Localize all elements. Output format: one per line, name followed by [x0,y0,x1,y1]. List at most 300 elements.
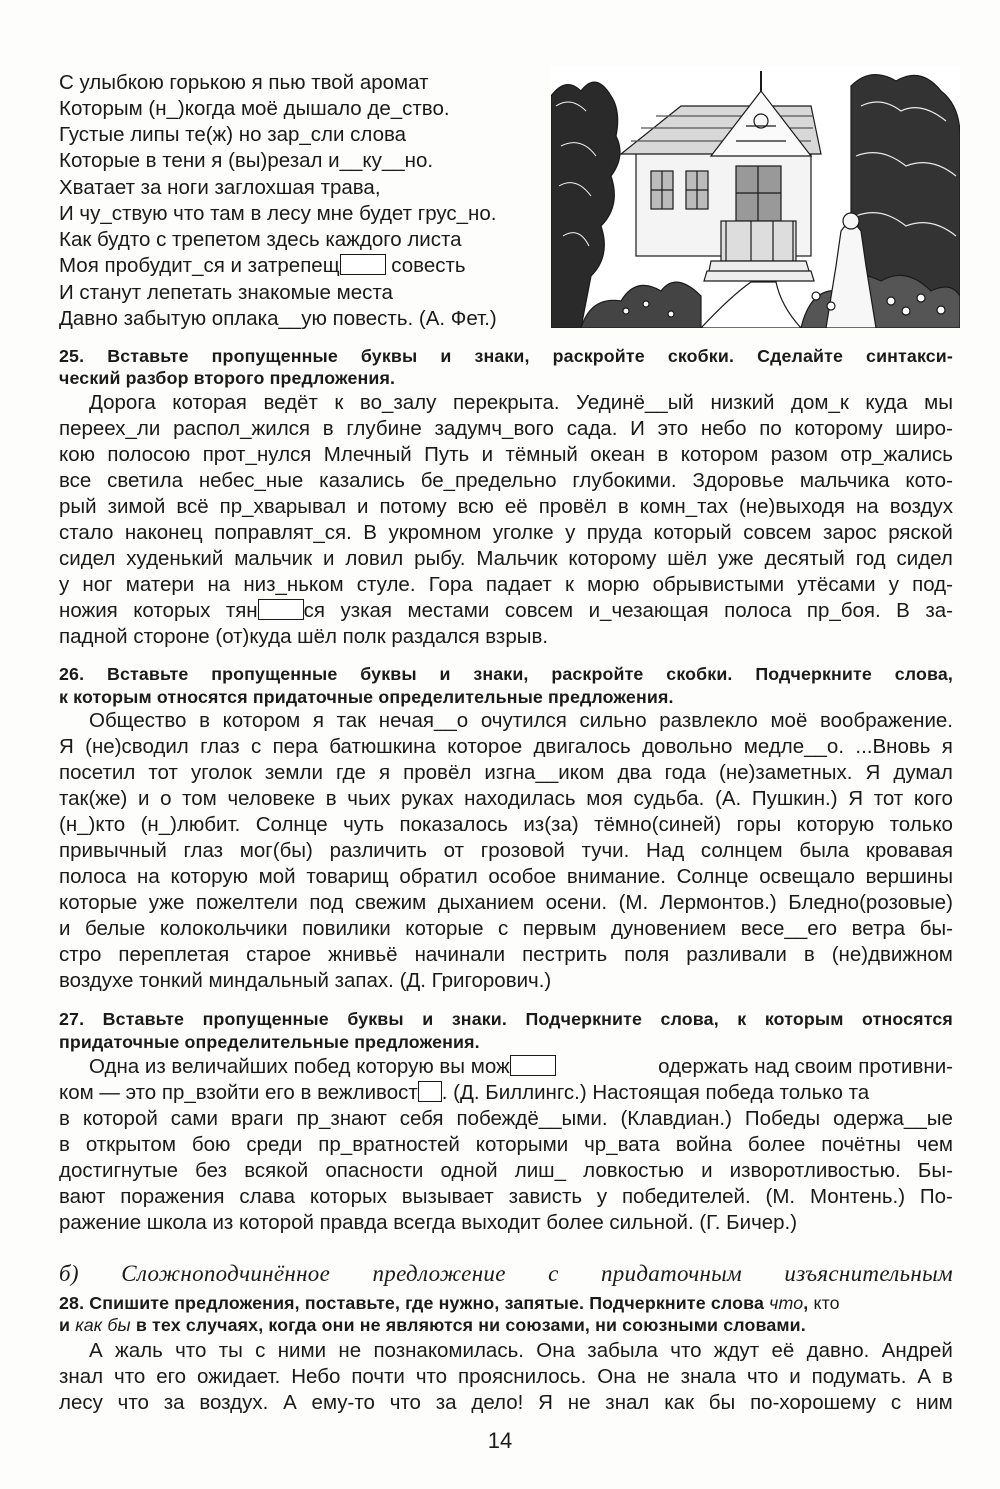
exercise-title: и как бы в тех случаях, когда они не являются ни союзами, ни союзными словами. [59,1315,806,1335]
word: так [336,709,367,732]
word: глубине [346,417,422,440]
word: ножия [59,599,118,622]
word: показалось [399,813,508,836]
word: А [89,1339,103,1362]
word: Одна из величайших побед которую вы мож [89,1054,556,1080]
word: медле__о. [743,735,845,758]
word: солнцем [700,839,783,862]
word: чьих [347,787,391,810]
word: кото- [905,469,953,492]
word: Солнце [676,865,749,888]
word: Она [536,1339,575,1362]
word: вызывает [401,1185,494,1208]
text-line [59,890,953,916]
word: Бы- [917,1159,953,1182]
word: её [504,495,528,518]
word: находилась [464,787,576,810]
word: всякой [244,1159,309,1182]
word: пожелтели [195,891,298,914]
word: падает [485,573,552,596]
word: и_чезающая [588,599,709,622]
word: белые [84,917,146,940]
word: Андрей [881,1339,953,1362]
word: более [747,1133,806,1156]
word: Путь [424,443,470,466]
word: почётны [821,1133,901,1156]
word: моя [586,787,623,810]
word: ловкостью [583,1159,684,1182]
word: думал [893,761,953,784]
exercise-title: к которым относятся придаточные определительные предложения. [59,687,674,707]
word: (Клавдиан.) [620,1107,732,1130]
word: не [338,1339,362,1362]
poem-line: И станут лепетать знакомые места [59,281,393,304]
word: на [137,865,160,888]
word: в [59,1133,70,1156]
text-line [59,468,953,494]
poem-line: Как будто с трепетом здесь каждого листа [59,228,462,251]
text-line [89,390,953,416]
word: (не)выходя [738,495,845,518]
text-line [59,572,953,598]
word: Над [646,839,685,862]
word: без [195,1159,228,1182]
word: в [942,1365,953,1388]
word: победителей. [621,1185,751,1208]
word: стало [59,521,114,544]
word: воздух. [199,1391,269,1414]
word: жнивьё [328,943,398,966]
word: Солнце [255,813,328,836]
word: что [670,1339,702,1362]
word: В [896,599,910,622]
word: весе__его [740,917,838,940]
word: ...Вновь [855,735,931,758]
word: Общество [89,709,187,732]
word: тян ся [225,599,325,622]
word: ними [277,1339,327,1362]
word: человеке [227,787,316,810]
word: (н_)кто [59,813,126,836]
word: сами [170,1107,218,1130]
word: рый [59,495,97,518]
word: у [59,573,70,596]
word: лесу [59,1391,103,1414]
word: А [917,1365,932,1388]
word: не [646,1365,670,1388]
answer-box[interactable] [418,1081,442,1102]
word: Мальчик [476,547,558,570]
text-line [59,1132,953,1158]
word: опасности [325,1159,424,1182]
word: мальчика [799,469,890,492]
word: зарос [822,521,877,544]
word: прот_нулся [202,443,312,466]
text-line [59,598,953,624]
poem-line: С улыбкою горькою я пью твой аромат [59,71,429,94]
word: в [617,495,629,518]
word: ряской [888,521,953,544]
text-line [59,1158,953,1184]
text-line [59,1364,953,1390]
word: к [737,1009,747,1029]
word: придаточным [600,1261,743,1286]
word: бы- [919,917,953,940]
word: открытом [85,1133,176,1156]
text-line: падной стороне (от)куда шёл полк раздался взрыв. [59,625,549,648]
word: ты [218,1339,243,1362]
word: Я [865,761,881,784]
word: дыханием [437,891,535,914]
word: мог(бы) [239,839,313,862]
word: бою [191,1133,231,1156]
word: двигалось [533,735,631,758]
word: провёл [538,495,607,518]
word: воображение. [820,709,953,732]
word: что [747,1365,779,1388]
poem-line: Густые липы те(ж) но зар_сли слова [59,123,407,146]
word: так(же) [59,787,128,810]
text-line [59,812,953,838]
word: лиш_ [514,1159,566,1182]
word: Сделайте [757,346,844,366]
word: я [378,761,391,784]
word: пропущенные [211,664,338,684]
word: свежим [354,891,427,914]
word: который [653,521,732,544]
word: зависть [508,1185,583,1208]
word: ловил [345,547,404,570]
word: чем [916,1133,953,1156]
word: и [137,787,150,810]
answer-box[interactable] [258,599,304,620]
word: буквы [360,664,417,684]
word: развлекло [659,709,758,732]
word: ведёт [263,391,318,414]
word: наконец [124,521,203,544]
word: стуле. [356,573,416,596]
word: переплетая [118,943,230,966]
word: светила [107,469,183,492]
word: Я [538,1391,553,1414]
word: матери [125,573,195,596]
word: была [799,839,850,862]
word: осени. [545,891,608,914]
word: тёмный [505,443,578,466]
word: с [890,1391,902,1414]
word: внимание. [566,865,666,888]
word: По- [919,1185,953,1208]
word: которая [172,391,247,414]
word: (не)заметных. [719,761,853,784]
text-line [59,494,953,520]
word: совсем [504,599,574,622]
word: котором [222,709,301,732]
word: местами [407,599,490,622]
answer-box[interactable] [340,254,386,275]
word: морю [587,573,640,596]
word: за [163,1391,185,1414]
text-line [59,1390,953,1416]
word: и [789,1365,801,1388]
text-line [59,916,953,942]
word: подумать. [811,1365,907,1388]
word: котором [680,443,759,466]
word: уже [148,891,185,914]
word: это [657,417,689,440]
word: сидел [59,547,116,570]
word: нечая__о [378,709,469,732]
word: познакомилась. [373,1339,524,1362]
page-number: 14 [487,1428,513,1453]
word: глубокими. [572,469,677,492]
text-line [59,734,953,760]
word: себя [399,1107,444,1130]
word: ног [82,573,113,596]
word: худенький [126,547,224,570]
word: Вставьте [107,346,189,366]
word: батюшкина [329,735,436,758]
word: и [422,1009,434,1029]
word: первым [522,917,597,940]
word: б) [59,1261,79,1286]
word: обратил [399,865,478,888]
word: в [325,787,337,810]
text-line [59,546,953,572]
word: знал [605,1391,650,1414]
word: переех_ли [59,417,161,440]
word: жаль [115,1339,163,1362]
word: которых [309,1185,387,1208]
word: утёсами [797,573,876,596]
word: Подчеркните [755,664,872,684]
word: освещало [759,865,855,888]
text-line: воздухе тонкий миндальный запах. (Д. Григорович.) [59,969,552,992]
word: на [855,495,879,518]
word: судьба. [633,787,705,810]
word: знаки, [473,664,529,684]
word: Я [848,787,864,810]
word: дело! [471,1391,524,1414]
word: Бледно(розовые) [788,891,953,914]
word: что [114,1365,146,1388]
text-line [59,864,953,890]
word: отр_жались [840,443,953,466]
manor-house-garden-illustration [551,66,960,328]
text-line [59,838,953,864]
word: куда [865,391,908,414]
answer-box[interactable] [510,1055,556,1076]
word: колокольчики [159,917,288,940]
text-line [59,942,953,968]
word: почти [351,1365,405,1388]
word: горы [736,813,782,836]
word: от [443,839,465,862]
word: тучи. [581,839,630,862]
word: не [567,1391,591,1414]
word: которыми [475,1133,569,1156]
word: тот [873,787,904,810]
word: и [322,547,335,570]
word: различить [329,839,427,862]
word: одержать над своим противни- [658,1055,953,1078]
word: Пушкин.) [751,787,838,810]
text-line [59,786,953,812]
word: знал [59,1365,104,1388]
exercise-title: придаточные определительные предложения. [59,1032,480,1052]
word: враги [230,1107,284,1130]
word: (А. [715,787,742,810]
word: и [59,917,71,940]
word: которую [170,865,248,888]
word: у [565,521,576,544]
word: рыбу. [414,547,466,570]
word: зимой [107,495,166,518]
text-line [89,1054,953,1080]
word: предложение [372,1261,506,1286]
word: грозовой [480,839,565,862]
word: и [357,495,369,518]
word: моё [770,709,808,732]
word: на [207,573,231,596]
word: которому [568,547,657,570]
word: Сложноподчинённое [121,1261,331,1286]
word: дуновением [610,917,727,940]
word: прояснилось. [458,1365,587,1388]
word: глаз [183,839,224,862]
word: посетил [59,761,136,784]
text-line [89,1338,953,1364]
word: ветра [851,917,906,940]
word: особое [488,865,557,888]
word: которое [447,735,523,758]
word: вершины [865,865,953,888]
word: все [59,469,92,492]
word: пера [272,735,318,758]
word: с [255,1339,266,1362]
word: буквы [360,346,418,366]
word: с [548,1261,559,1286]
word: потому [379,495,447,518]
text-line [59,1106,953,1132]
word: мальчик [234,547,313,570]
word: Монтень.) [809,1185,906,1208]
word: под [309,891,344,914]
word: Подчеркните [525,1009,643,1029]
word: Здоровье [692,469,784,492]
word: перекрыта. [452,391,560,414]
word: чр_вата [584,1133,660,1156]
word: синтакси- [866,346,953,366]
word: и [440,346,452,366]
word: мы [924,391,953,414]
word: сидел [896,547,953,570]
word: широ- [895,417,953,440]
word: во_залу [359,391,437,414]
word: начинали [414,943,506,966]
text-line [59,442,953,468]
word: 25. [59,346,85,366]
word: шёл [667,547,708,570]
word: в [657,443,669,466]
word: что [117,1391,149,1414]
text-line: ражение школа из которой правда всегда выходит более сильной. (Г. Бичер.) [59,1211,798,1234]
word: уголок [190,761,252,784]
word: узкая [340,599,393,622]
word: низ_ньком [243,573,344,596]
text-line [59,1080,953,1106]
word: небес_ные [198,469,304,492]
word: с [251,735,262,758]
word: побеждё__ыми. [456,1107,608,1130]
word: где [335,761,366,784]
word: пруда [586,521,642,544]
word: ожидает. [197,1365,281,1388]
word: океан [590,443,646,466]
word: сильно [579,709,647,732]
word: поля [624,943,670,966]
word: слова, [894,664,953,684]
word: по-хорошему [750,1391,877,1414]
word: кою [59,443,95,466]
word: провёл [403,761,472,784]
word: 27. [59,1009,85,1029]
word: обрывистыми [652,573,785,596]
word: только [889,813,953,836]
word: Я [59,735,74,758]
word: её [771,1339,795,1362]
word: у [888,573,899,596]
word: слова, [660,1009,719,1029]
word: поправлят_ся. [214,521,352,544]
word: за- [925,599,953,622]
word: за [435,1391,457,1414]
exercise-title [59,1008,953,1030]
text-line [59,520,953,546]
word: руках [401,787,454,810]
word: старое [246,943,312,966]
word: к [564,573,574,596]
word: всё [176,495,209,518]
word: очутился [480,709,567,732]
word: тот [148,761,178,784]
word: разливали [686,943,787,966]
word: Дорога [89,391,156,414]
word: мой [258,865,296,888]
word: задумч_вого [434,417,554,440]
word: Небо [291,1365,341,1388]
word: год [855,547,886,570]
word: года [664,761,706,784]
word: кого [913,787,953,810]
word: укромном [388,521,482,544]
word: я [941,735,953,758]
word: повилики [302,917,391,940]
word: поражения [120,1185,225,1208]
word: одной [440,1159,498,1182]
word: всю [457,495,494,518]
word: давно. [806,1339,870,1362]
word: Лермонтов.) [659,891,777,914]
word: А [283,1391,297,1414]
word: которых [133,599,211,622]
word: привычный [59,839,167,862]
word: изворотливостью. [729,1159,901,1182]
word: воздух [889,495,953,518]
word: казались [319,469,405,492]
word: по [759,417,782,440]
word: товарищ [306,865,389,888]
